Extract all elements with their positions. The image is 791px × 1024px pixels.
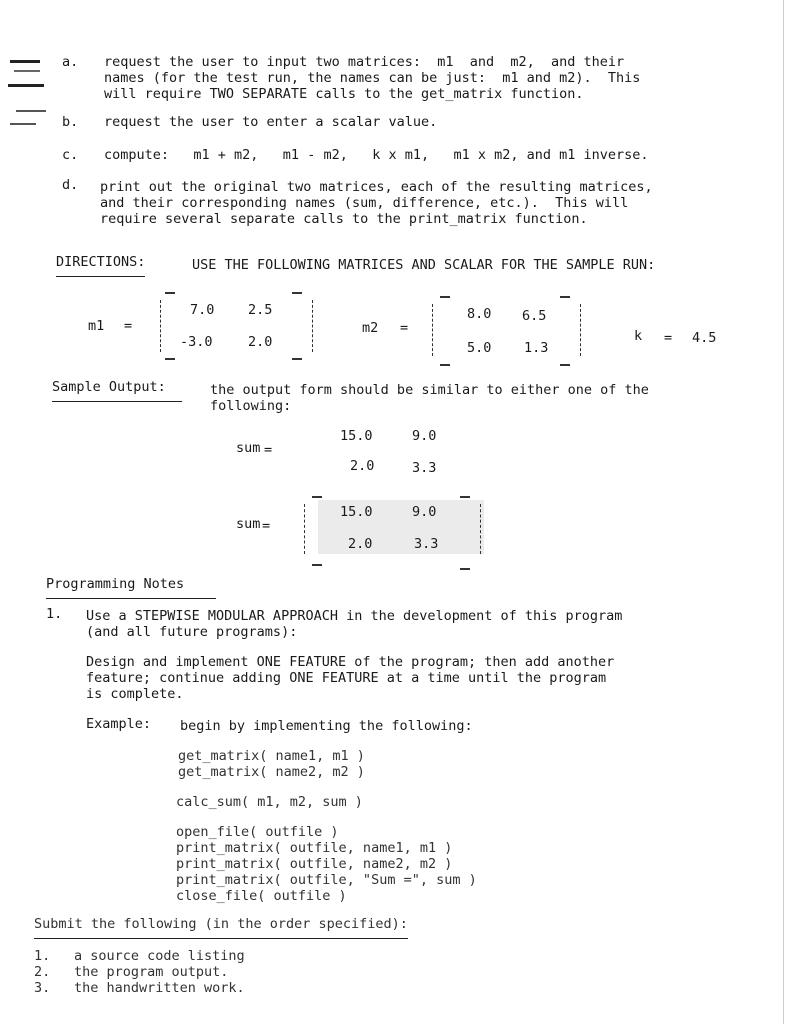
m1-cell-1-2: 2.5 bbox=[248, 302, 273, 318]
sum2-cell-2-1: 2.0 bbox=[348, 536, 373, 552]
m2-cell-2-2: 1.3 bbox=[524, 340, 549, 356]
code-line: open_file( outfile ) bbox=[176, 824, 339, 840]
note-1-number: 1. bbox=[46, 606, 63, 622]
submit-item-2-text: the program output. bbox=[74, 964, 229, 980]
submit-item-2-num: 2. bbox=[34, 964, 51, 980]
submit-item-1-num: 1. bbox=[34, 948, 51, 964]
submit-item-3-text: the handwritten work. bbox=[74, 980, 245, 996]
m1-cell-2-1: -3.0 bbox=[180, 334, 213, 350]
m2-name: m2 bbox=[362, 320, 379, 336]
sum1-cell-1-1: 15.0 bbox=[340, 428, 373, 444]
sum2-cell-1-2: 9.0 bbox=[412, 504, 437, 520]
m2-bracket-left bbox=[432, 304, 433, 356]
sum1-eq: = bbox=[264, 442, 273, 458]
req-a-line-2: names (for the test run, the names can be just: m1 and m2). This bbox=[104, 70, 641, 86]
sum1-cell-1-2: 9.0 bbox=[412, 428, 437, 444]
code-line: print_matrix( outfile, name2, m2 ) bbox=[176, 856, 453, 872]
req-b-text: request the user to enter a scalar value. bbox=[104, 114, 438, 130]
sample-output-line-2: following: bbox=[210, 398, 292, 414]
scan-edge-line bbox=[783, 0, 784, 1024]
code-line: print_matrix( outfile, "Sum =", sum ) bbox=[176, 872, 477, 888]
sum2-bracket-bottom-left bbox=[312, 564, 322, 566]
sum1-cell-2-1: 2.0 bbox=[350, 458, 375, 474]
design-line-2: feature; continue adding ONE FEATURE at a time until the program bbox=[86, 670, 607, 686]
m2-bracket-bottom-left bbox=[440, 364, 450, 366]
m1-name: m1 bbox=[88, 318, 105, 334]
m1-bracket-left bbox=[160, 300, 161, 352]
m2-cell-2-1: 5.0 bbox=[467, 340, 492, 356]
req-d-line-1: print out the original two matrices, each of the resulting matrices, bbox=[100, 179, 653, 195]
programming-notes-heading: Programming Notes bbox=[46, 578, 216, 599]
scan-mark bbox=[10, 60, 40, 63]
k-name: k bbox=[634, 328, 643, 344]
m1-cell-1-1: 7.0 bbox=[190, 302, 215, 318]
sum1-cell-2-2: 3.3 bbox=[412, 460, 437, 476]
code-line: get_matrix( name1, m1 ) bbox=[178, 748, 365, 764]
note-1-line-1: Use a STEPWISE MODULAR APPROACH in the development of this program bbox=[86, 608, 623, 624]
sample-output-label: Sample Output: bbox=[52, 381, 182, 402]
m1-eq: = bbox=[124, 318, 133, 334]
sum2-cell-1-1: 15.0 bbox=[340, 504, 373, 520]
sum1-name: sum bbox=[236, 440, 261, 456]
sum2-bracket-top-right bbox=[460, 496, 470, 498]
m2-cell-1-1: 8.0 bbox=[467, 306, 492, 322]
design-line-3: is complete. bbox=[86, 686, 184, 702]
scan-mark bbox=[14, 70, 40, 72]
req-c-text: compute: m1 + m2, m1 - m2, k x m1, m1 x m2, and m1 inverse. bbox=[104, 147, 649, 163]
scan-mark bbox=[16, 110, 46, 112]
k-eq: = bbox=[664, 330, 673, 346]
m2-bracket-top-left bbox=[440, 296, 450, 298]
m2-cell-1-2: 6.5 bbox=[522, 308, 547, 324]
scan-mark bbox=[10, 123, 36, 125]
req-a-marker: a. bbox=[62, 54, 79, 70]
req-d-line-3: require several separate calls to the print_matrix function. bbox=[100, 211, 588, 227]
note-1-line-2: (and all future programs): bbox=[86, 624, 298, 640]
code-line: print_matrix( outfile, name1, m1 ) bbox=[176, 840, 453, 856]
code-line: get_matrix( name2, m2 ) bbox=[178, 764, 365, 780]
submit-item-1-text: a source code listing bbox=[74, 948, 245, 964]
sample-output-line-1: the output form should be similar to either one of the bbox=[210, 382, 649, 398]
sum2-bracket-top-left bbox=[312, 496, 322, 498]
sum2-name: sum bbox=[236, 516, 261, 532]
directions-text: USE THE FOLLOWING MATRICES AND SCALAR FOR THE SAMPLE RUN: bbox=[192, 257, 656, 273]
submit-heading: Submit the following (in the order specified): bbox=[34, 918, 408, 939]
sum2-cell-2-2: 3.3 bbox=[414, 536, 439, 552]
req-a-line-1: request the user to input two matrices: m1 and m2, and their bbox=[104, 54, 625, 70]
m1-bracket-bottom-right bbox=[292, 358, 302, 360]
req-a-line-3: will require TWO SEPARATE calls to the get_matrix function. bbox=[104, 86, 584, 102]
req-d-marker: d. bbox=[62, 177, 79, 193]
m2-bracket-right bbox=[568, 304, 581, 356]
m2-bracket-top-right bbox=[560, 296, 570, 298]
code-line: close_file( outfile ) bbox=[176, 888, 347, 904]
example-text: begin by implementing the following: bbox=[180, 718, 473, 734]
sum2-bracket-right bbox=[468, 504, 481, 554]
req-b-marker: b. bbox=[62, 114, 79, 130]
req-d-line-2: and their corresponding names (sum, difference, etc.). This will bbox=[100, 195, 629, 211]
code-line: calc_sum( m1, m2, sum ) bbox=[176, 794, 363, 810]
m1-cell-2-2: 2.0 bbox=[248, 334, 273, 350]
m2-eq: = bbox=[400, 320, 409, 336]
m1-bracket-bottom-left bbox=[165, 358, 175, 360]
m2-bracket-bottom-right bbox=[560, 364, 570, 366]
sum2-bracket-left bbox=[304, 504, 305, 554]
sum2-bracket-bottom-right bbox=[460, 568, 470, 570]
m1-bracket-top-right bbox=[292, 292, 302, 294]
m1-bracket-right bbox=[300, 300, 313, 352]
m1-bracket-top-left bbox=[165, 292, 175, 294]
req-c-marker: c. bbox=[62, 147, 79, 163]
sum2-eq: = bbox=[262, 518, 271, 534]
example-label: Example: bbox=[86, 716, 152, 732]
submit-item-3-num: 3. bbox=[34, 980, 51, 996]
scan-mark bbox=[8, 84, 44, 87]
directions-label: DIRECTIONS: bbox=[56, 256, 145, 277]
k-value: 4.5 bbox=[692, 330, 717, 346]
design-line-1: Design and implement ONE FEATURE of the program; then add another bbox=[86, 654, 615, 670]
